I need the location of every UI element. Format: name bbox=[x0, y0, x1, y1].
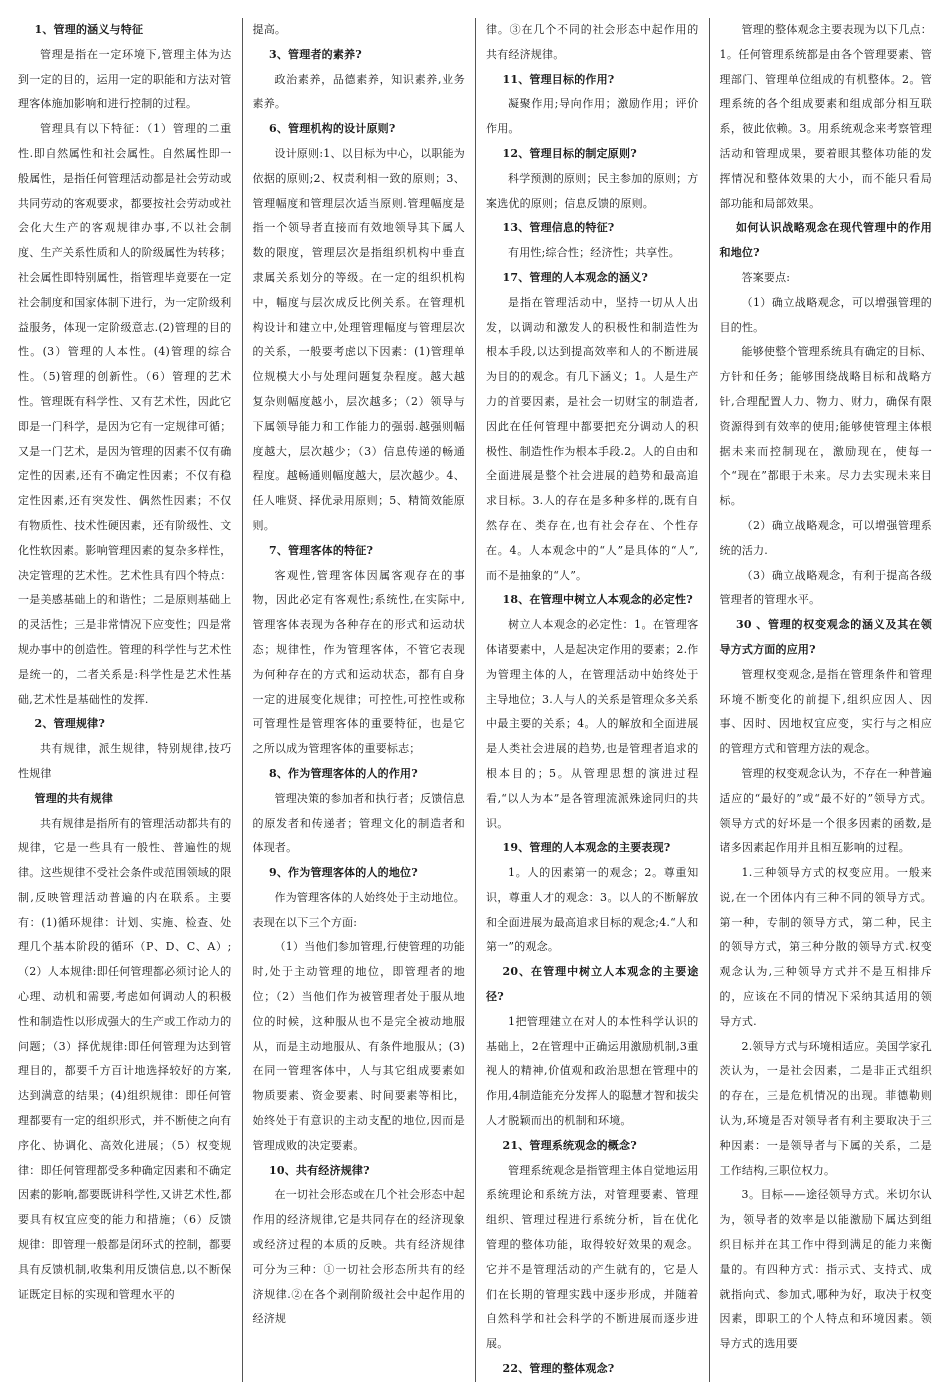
body-paragraph: （1）当他们参加管理,行使管理的功能时,处于主动管理的地位，即管理者的地位；（2）当他们作为被管理者处于服从地位的时候，这种服从也不是完全被动地服从，而是主动地服从、有条件地服从；(3)在同一管理客体中，人与其它组成要素如物质要素、资金要素、时间要素等相比，始终处于有意识的主动支配的地位,因而是管理成败的决定要素。 bbox=[252, 940, 465, 1152]
body-paragraph: 共有规律是指所有的管理活动都共有的规律，它是一些具有一般性、普遍性的规律。这些规律不受社会条件或范围领域的限制,反映管理活动普遍的内在联系。主要有：(1)循环规律：计划、实施、检查、处理几个基本阶段的循环（P、D、C、A）;（2）人本规律:即任何管理都必须讨论人的心理、动机和需要,考虑如何调动人的积极性和制造性以形成强大的生产或工作动力的问题；（3）择优规律:即任何管理为达到管理目的，都要千方百计地选择较好的方案,达到满意的结果；(4)组织规律：即任何管理都要有一定的组织形式，并不断使之向有序化、协调化、高效化进展；（5）权变规律：即任何管理都受多种确定因素和不确定因素的影响,都要既讲科学性,又讲艺术性,都要具有权宜应变的能力和措施；（6）反馈规律：即管理一般都是闭环式的控制，都要具有反馈机制,收集利用反馈信息,以不断保证既定目标的实现和管理水平的 bbox=[18, 816, 232, 1301]
section-heading: 8、作为管理客体的人的作用? bbox=[269, 766, 418, 780]
body-paragraph: 有用性;综合性；经济性；共享性。 bbox=[508, 246, 680, 260]
body-paragraph: 树立人本观念的必定性：1。在管理客体诸要素中，人是起决定作用的要素；2.作为管理主体的人，在管理活动中始终处于主导地位；3.人与人的关系是管理众多关系中最主要的关系；4。人的解放和全面进展是人类社会进展的趋势,也是管理者追求的根本目的；5。从管理思想的演进过程看,“以人为本”是各管理流派殊途同归的共识。 bbox=[486, 618, 699, 830]
section-heading: 17、管理的人本观念的涵义? bbox=[502, 270, 649, 284]
body-paragraph: 3。目标——途径领导方式。米切尔认为，领导者的效率是以能激励下属达到组织目标并在其工作中得到满足的能力来衡量的。有四种方式：指示式、支持式、成就指向式、参加式,哪种为好，取决于权变因素，即职工的个人特点和环境因素。领导方式的选用要 bbox=[719, 1188, 932, 1351]
body-paragraph: 1。人的因素第一的观念；2。尊重知识，尊重人才的观念：3。以人的不断解放和全面进展为最高追求目标的观念;4.“人和第一”的观念。 bbox=[486, 866, 699, 954]
body-paragraph: 1.三种领导方式的权变应用。一般来说,在一个团体内有三种不同的领导方式。第一种，专制的领导方式，第二种，民主的领导方式，第三种分散的领导方式.权变观念认为,三种领导方式并不是互相排斥的，应该在不同的情况下采纳其适用的领导方式. bbox=[719, 866, 932, 1028]
section-heading: 19、管理的人本观念的主要表现? bbox=[502, 841, 671, 855]
body-paragraph: 在一切社会形态或在几个社会形态中起作用的经济规律,它是共同存在的经济现象或经济过程的本质的反映。共有经济规律可分为三种：①一切社会形态所共有的经济规律.②在各个剥削阶级社会中起作用的经济规 bbox=[252, 1188, 465, 1326]
text-column-2 bbox=[242, 18, 476, 1382]
body-paragraph: （3）确立战略观念，有利于提高各级管理者的管理水平。 bbox=[719, 568, 932, 607]
body-paragraph: 管理是指在一定环境下,管理主体为达到一定的目的，运用一定的职能和方法对管理客体施加影响和进行控制的过程。 bbox=[18, 47, 232, 111]
section-heading: 2、管理规律? bbox=[34, 717, 105, 731]
section-heading: 12、管理目标的制定原则? bbox=[502, 146, 637, 160]
section-heading: 18、在管理中树立人本观念的必定性? bbox=[502, 593, 693, 607]
body-paragraph: 科学预测的原则；民主参加的原则；方案选优的原则；信息反馈的原则。 bbox=[486, 171, 699, 210]
body-paragraph: 设计原则:1、以目标为中心，以职能为依据的原则;2、权责利相一致的原则；3、管理幅度和管理层次适当原则.管理幅度是指一个领导者直接而有效地领导其下属人数的限度，管理层次是指组织机构中垂直隶属关系划分的等级。在一定的组织机构中，幅度与层次成反比例关系。在管理机构设计和建立中,处理管理幅度与管理层次的关系，一般要考虑以下因素：(1)管理单位规模大小与处理问题复杂程度。越大越复杂则幅度越小，层次越多；（2）领导与下属领导能力和工作能力的强弱.越强则幅度越大，层次越少；（3）信息传递的畅通程度。越畅通则幅度越大，层次越少。4、任人唯贤、择优录用原则；5、精简效能原则。 bbox=[252, 146, 465, 532]
section-heading: 管理的共有规律 bbox=[34, 791, 113, 805]
text-column-4 bbox=[709, 18, 943, 1382]
body-paragraph: （1）确立战略观念，可以增强管理的目的性。 bbox=[719, 295, 932, 334]
section-heading: 22、管理的整体观念? bbox=[502, 1362, 615, 1376]
body-paragraph: 是指在管理活动中，坚持一切从人出发，以调动和激发人的积极性和制造性为根本手段,以达到提高效率和人的不断进展为目的的观念。有几下涵义；1。人是生产力的首要因素，是社会一切财宝的制造者,因此在任何管理中都要把充分调动人的积极性、制造性作为根本手段.2。人的自由和全面进展是整个社会进展的趋势和最高追求目标。3.人的存在是多种多样的,既有自然存在、类存在,也有社会存在、个性存在。4。人本观念中的“人”是具体的“人”,而不是抽象的“人”。 bbox=[486, 295, 699, 582]
section-heading: 13、管理信息的特征? bbox=[502, 221, 615, 235]
body-paragraph: 管理的权变观念认为，不存在一种普遍适应的“最好的”或“最不好的”领导方式。领导方式的好坏是一个很多因素的函数,是诸多因素起作用并且相互影响的过程。 bbox=[719, 766, 932, 855]
body-paragraph: 管理系统观念是指管理主体自觉地运用系统理论和系统方法，对管理要素、管理组织、管理过程进行系统分析，旨在优化管理的整体功能，取得较好效果的观念。它并不是管理活动的产生就有的，它是人们在长期的管理实践中逐步形成，并随着自然科学和社会科学的不断进展而逐步进展。 bbox=[486, 1163, 699, 1351]
body-paragraph: 凝聚作用;导向作用；激励作用；评价作用。 bbox=[486, 97, 699, 136]
body-paragraph: 能够使整个管理系统具有确定的目标、方针和任务；能够围绕战略目标和战略方针,合理配置人力、物力、财力，确保有限资源得到有效率的使用;能够使管理主体根据未来而控制现在，激励现在，使每一个“现在”都眼于未来。尽力去实现未来目标。 bbox=[719, 345, 932, 508]
section-heading: 1、管理的涵义与特征 bbox=[34, 23, 144, 36]
body-paragraph: 管理权变观念,是指在管理条件和管理环境不断变化的前提下,组织应因人、因事、因时、因地权宜应变，实行与之相应的管理方式和管理方法的观念。 bbox=[719, 667, 932, 756]
section-heading: 20、在管理中树立人本观念的主要途径? bbox=[486, 965, 699, 1004]
body-paragraph: 管理决策的参加者和执行者；反馈信息的原发者和传递者；管理文化的制造者和体现者。 bbox=[252, 791, 465, 855]
section-heading: 7、管理客体的特征? bbox=[269, 543, 374, 557]
body-paragraph: 答案要点: bbox=[741, 270, 791, 284]
body-paragraph: 提高。 bbox=[252, 23, 287, 36]
text-column-1 bbox=[8, 18, 242, 1382]
section-heading: 21、管理系统观念的概念? bbox=[502, 1138, 637, 1152]
section-heading: 6、管理机构的设计原则? bbox=[269, 122, 396, 136]
body-paragraph: 2.领导方式与环境相适应。美国学家孔茨认为，一是社会因素，二是非正式组织的存在，三是危机情况的出现。菲德勒则认为,环境是否对领导者有利主要取决于三种因素：一是领导者与下属的关系，二是工作结构,三职位权力。 bbox=[719, 1039, 932, 1177]
section-heading: 10、共有经济规律? bbox=[269, 1163, 370, 1177]
body-paragraph: 管理的整体观念主要表现为以下几点：1。任何管理系统都是由各个管理要素、管理部门、管理单位组成的有机整体。2。管理系统的各个组成要素和组成部分相互联系，彼此依赖。3。用系统观念来考察管理活动和管理成果，要着眼其整体功能的发挥情况和整体效果的大小，而不能只看局部功能和局部效果。 bbox=[719, 23, 932, 210]
section-heading: 3、管理者的素养? bbox=[269, 47, 362, 61]
section-heading: 11、管理目标的作用? bbox=[502, 72, 615, 86]
text-column-3 bbox=[475, 18, 709, 1382]
section-heading: 30 、管理的权变观念的涵义及其在领导方式方面的应用? bbox=[719, 618, 932, 656]
body-paragraph: 作为管理客体的人始终处于主动地位。表现在以下三个方面: bbox=[252, 890, 465, 929]
body-paragraph: 客观性,管理客体因属客观存在的事物，因此必定有客观性;系统性,在实际中,管理客体表现为各种存在的形式和运动状态；规律性，作为管理客体，不管它表现为何种存在的方式和运动状态，都有自身一定的进展变化规律；可控性,可控性或称可管理性是管理客体的重要特征，也是它之所以成为管理客体的重要标志； bbox=[252, 568, 465, 756]
body-paragraph: 政治素养，品德素养，知识素养,业务素养。 bbox=[252, 72, 465, 111]
section-heading: 如何认识战略观念在现代管理中的作用和地位? bbox=[719, 221, 932, 260]
body-paragraph: 管理具有以下特征：（1）管理的二重性.即自然属性和社会属性。自然属性即一般属性，是指任何管理活动都是社会劳动或共同劳动的客观要求，都要按社会劳动或社会化大生产的客观规律办事,不以社会制度、生产关系性质和人的阶级属性为转移；社会属性即特别属性，指管理毕竟要在一定社会制度和国家体制下进行，为一定阶级利益服务，体现一定阶级意志.(2)管理的目的性。(3）管理的人本性。(4)管理的综合性。（5)管理的创新性。（6）管理的艺术性。管理既有科学性、又有艺术性，因此它即是一门科学，是因为它有一定规律可循；又是一门艺术，是因为管理的因素不仅有确定性的因素,还有不确定性因素；不仅有稳定性因素,还有突发性、偶然性因素；不仅有物质性、技术性硬因素，还有阶级性、文化性软因素。影响管理因素的复杂多样性，决定管理的艺术性。艺术性具有四个特点：一是美感基础上的和谐性；二是原则基础上的灵活性；三是非常情况下应变性；四是常规办事中的创造性。管理的科学性与艺术性是统一的，二者关系是:科学性是艺术性基础,艺术性是基础性的发挥. bbox=[18, 122, 232, 706]
body-paragraph: 律。③在几个不同的社会形态中起作用的共有经济规律。 bbox=[486, 23, 699, 61]
section-heading: 9、作为管理客体的人的地位? bbox=[269, 866, 418, 880]
body-paragraph: 1把管理建立在对人的本性科学认识的基础上，2在管理中正确运用激励机制,3重视人的精神,价值观和政治思想在管理中的作用,4制造能充分发挥人的聪慧才智和拔尖人才脱颖而出的机制和环境。 bbox=[486, 1014, 699, 1128]
body-paragraph: 共有规律，派生规律，特别规律,技巧性规律 bbox=[18, 742, 232, 780]
body-paragraph: （2）确立战略观念，可以增强管理系统的活力. bbox=[719, 518, 932, 557]
